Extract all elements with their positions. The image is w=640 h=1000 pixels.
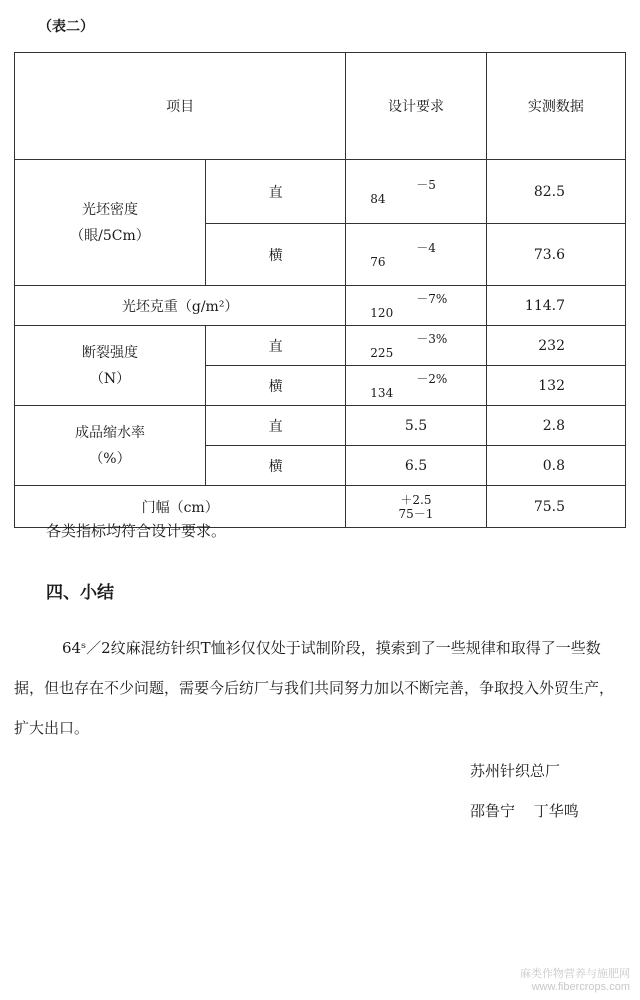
strength-warp-tol: －3%	[416, 331, 448, 346]
section-title: 四、小结	[46, 583, 114, 603]
header-design: 设计要求	[346, 53, 486, 160]
header-measured: 实测数据	[486, 53, 625, 160]
weight-base: 120	[370, 305, 394, 320]
weight-design	[346, 286, 486, 326]
density-weft-dir: 横	[205, 224, 345, 286]
density-weft-design	[346, 224, 486, 286]
watermark-line-2: www.fibercrops.com	[531, 981, 630, 993]
strength-weft-dir: 横	[205, 366, 345, 406]
strength-weft-base: 134	[370, 385, 394, 400]
shrink-label	[15, 406, 206, 486]
weight-tol: －7%	[416, 291, 448, 306]
width-design	[346, 486, 486, 528]
shrink-weft-design: 6.5	[346, 446, 486, 486]
strength-label-2: （N）	[89, 370, 131, 387]
table-row	[15, 406, 626, 446]
density-weft-tol: －4	[416, 240, 436, 255]
shrink-label-1: 成品缩水率	[74, 424, 145, 441]
density-warp-base: 84	[370, 191, 386, 206]
density-label-1: 光坯密度	[81, 201, 138, 218]
density-warp-dir: 直	[205, 160, 345, 224]
organization: 苏州针织总厂	[470, 762, 561, 780]
density-warp-value: 82.5	[486, 160, 625, 224]
width-design-tol: ＋2.5	[400, 492, 432, 507]
strength-warp-design	[346, 326, 486, 366]
authors: 邵鲁宁 丁华鸣	[470, 802, 579, 820]
density-weft-value: 73.6	[486, 224, 625, 286]
strength-weft-tol: －2%	[416, 371, 448, 386]
strength-label-1: 断裂强度	[81, 344, 138, 361]
weight-label: 光坯克重（g/m²）	[15, 286, 346, 326]
width-value: 75.5	[486, 486, 625, 528]
density-weft-base: 76	[370, 254, 386, 269]
table-conclusion: 各类指标均符合设计要求。	[46, 522, 227, 540]
header-item: 项目	[15, 53, 346, 160]
watermark	[520, 968, 630, 994]
shrink-warp-design: 5.5	[346, 406, 486, 446]
shrink-warp-dir: 直	[205, 406, 345, 446]
watermark-line-1: 麻类作物营养与施肥网	[520, 968, 630, 980]
table-tag: （表二）	[38, 19, 94, 35]
shrink-label-2: （%）	[89, 450, 131, 467]
shrink-weft-value: 0.8	[486, 446, 625, 486]
shrink-warp-value: 2.8	[486, 406, 625, 446]
weight-value: 114.7	[486, 286, 625, 326]
density-warp-tol: －5	[416, 177, 436, 192]
table-row	[15, 286, 626, 326]
summary-paragraph: 64ˢ／2纹麻混纺针织T恤衫仅仅处于试制阶段，摸索到了一些规律和取得了一些数据，但也存在不少问题，需要今后纺厂与我们共同努力加以不断完善，争取投入外贸生产，扩大出口。	[14, 639, 615, 737]
density-label-2: （眼/5Cm）	[70, 227, 150, 244]
spec-table	[14, 52, 626, 528]
strength-warp-base: 225	[370, 345, 394, 360]
density-label	[15, 160, 206, 286]
strength-label	[15, 326, 206, 406]
strength-warp-dir: 直	[205, 326, 345, 366]
table-row	[15, 160, 626, 224]
table-header-row	[15, 53, 626, 160]
shrink-weft-dir: 横	[205, 446, 345, 486]
strength-weft-value: 132	[486, 366, 625, 406]
strength-weft-design	[346, 366, 486, 406]
table-row	[15, 326, 626, 366]
density-warp-design	[346, 160, 486, 224]
width-label: 门幅（cm）	[15, 486, 346, 528]
width-design-base: 75－1	[398, 506, 434, 521]
strength-warp-value: 232	[486, 326, 625, 366]
